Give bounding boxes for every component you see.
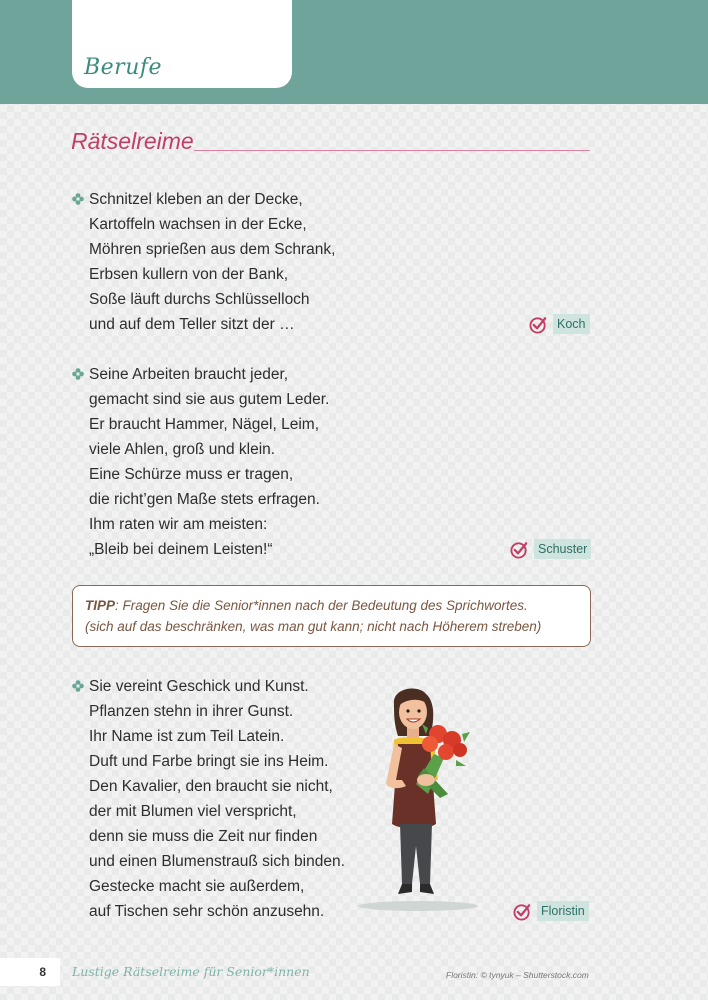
riddle-text: Duft und Farbe bringt sie ins Heim. bbox=[89, 753, 329, 770]
flower-bullet-icon bbox=[72, 368, 84, 380]
flower-bullet-icon bbox=[72, 680, 84, 692]
riddle-line bbox=[72, 749, 345, 774]
answer-floristin bbox=[513, 901, 589, 921]
riddle-line bbox=[72, 262, 335, 287]
riddle-text: Eine Schürze muss er tragen, bbox=[89, 466, 294, 483]
riddle-floristin bbox=[72, 674, 345, 924]
riddle-line bbox=[72, 387, 329, 412]
riddle-text: Gestecke macht sie außerdem, bbox=[89, 878, 305, 895]
riddle-text: Möhren sprießen aus dem Schrank, bbox=[89, 241, 336, 258]
section-title: Rätselreime bbox=[71, 128, 194, 154]
riddle-text: Kartoffeln wachsen in der Ecke, bbox=[89, 216, 307, 233]
riddle-text: Seine Arbeiten braucht jeder, bbox=[89, 366, 289, 383]
florist-illustration bbox=[358, 684, 494, 916]
page-number: 8 bbox=[0, 958, 60, 986]
answer-label: Koch bbox=[553, 314, 590, 334]
riddle-line bbox=[72, 774, 345, 799]
riddle-text: Pflanzen stehn in ihrer Gunst. bbox=[89, 703, 294, 720]
riddle-text: auf Tischen sehr schön anzusehn. bbox=[89, 903, 325, 920]
riddle-text: Er braucht Hammer, Nägel, Leim, bbox=[89, 416, 320, 433]
riddle-line bbox=[72, 874, 345, 899]
riddle-text: Den Kavalier, den braucht sie nicht, bbox=[89, 778, 333, 795]
riddle-line bbox=[72, 824, 345, 849]
riddle-text: Soße läuft durchs Schlüsselloch bbox=[89, 291, 310, 308]
answer-koch bbox=[529, 314, 590, 334]
image-credit: Floristin: © tynyuk – Shutterstock.com bbox=[446, 970, 589, 980]
tip-text: : Fragen Sie die Senior*innen nach der Bedeutung des Sprichwortes. bbox=[115, 598, 528, 613]
riddle-line bbox=[72, 412, 329, 437]
riddle-text: viele Ahlen, groß und klein. bbox=[89, 441, 276, 458]
tip-label: TIPP bbox=[85, 598, 116, 613]
riddle-line bbox=[72, 724, 345, 749]
chapter-tab bbox=[72, 0, 292, 88]
riddle-text: und auf dem Teller sitzt der … bbox=[89, 316, 295, 333]
tip-line-2: (sich auf das beschränken, was man gut kann; nicht nach Höherem streben) bbox=[85, 619, 542, 634]
riddle-line bbox=[72, 237, 335, 262]
title-divider bbox=[194, 150, 590, 151]
riddle-text: Schnitzel kleben an der Decke, bbox=[89, 191, 303, 208]
answer-label: Floristin bbox=[537, 901, 589, 921]
riddle-text: Erbsen kullern von der Bank, bbox=[89, 266, 289, 283]
riddle-text: denn sie muss die Zeit nur finden bbox=[89, 828, 318, 845]
answer-schuster bbox=[510, 539, 591, 559]
riddle-line bbox=[72, 674, 345, 699]
checkmark-circle-icon bbox=[510, 540, 529, 559]
riddle-line bbox=[72, 799, 345, 824]
riddle-text: Ihm raten wir am meisten: bbox=[89, 516, 268, 533]
riddle-line bbox=[72, 512, 329, 537]
riddle-line bbox=[72, 187, 335, 212]
riddle-line bbox=[72, 699, 345, 724]
riddle-line bbox=[72, 849, 345, 874]
riddle-text: die richt’gen Maße stets erfragen. bbox=[89, 491, 320, 508]
riddle-text: und einen Blumenstrauß sich binden. bbox=[89, 853, 345, 870]
riddle-line bbox=[72, 312, 335, 337]
riddle-text: Sie vereint Geschick und Kunst. bbox=[89, 678, 309, 695]
checkmark-circle-icon bbox=[513, 902, 532, 921]
tip-line-1 bbox=[85, 595, 578, 616]
riddle-text: der mit Blumen viel verspricht, bbox=[89, 803, 297, 820]
riddle-line bbox=[72, 212, 335, 237]
riddle-schuster bbox=[72, 362, 329, 562]
riddle-line bbox=[72, 287, 335, 312]
riddle-koch bbox=[72, 187, 335, 337]
book-title: Lustige Rätselreime für Senior*innen bbox=[72, 964, 310, 979]
riddle-line bbox=[72, 487, 329, 512]
answer-label: Schuster bbox=[534, 539, 591, 559]
riddle-line bbox=[72, 899, 345, 924]
riddle-line bbox=[72, 362, 329, 387]
riddle-text: gemacht sind sie aus gutem Leder. bbox=[89, 391, 330, 408]
chapter-title: Berufe bbox=[84, 55, 163, 80]
riddle-line bbox=[72, 537, 329, 562]
flower-bullet-icon bbox=[72, 193, 84, 205]
checkmark-circle-icon bbox=[529, 315, 548, 334]
riddle-text: Ihr Name ist zum Teil Latein. bbox=[89, 728, 285, 745]
riddle-line bbox=[72, 437, 329, 462]
riddle-line bbox=[72, 462, 329, 487]
riddle-text: „Bleib bei deinem Leisten!“ bbox=[89, 541, 273, 558]
tip-box bbox=[72, 585, 591, 647]
